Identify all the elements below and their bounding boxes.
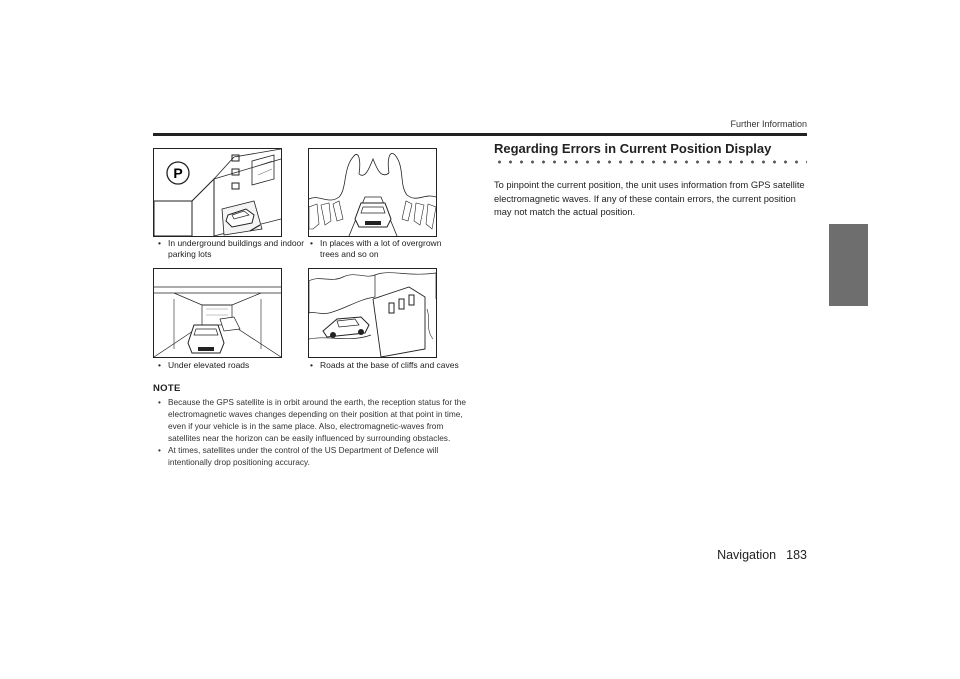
- note-bullet: •: [158, 397, 161, 407]
- caption-trees: [310, 238, 450, 260]
- caption-bullet: •: [310, 360, 313, 370]
- parking-sign-label: P: [173, 165, 183, 181]
- caption-bullet: •: [310, 238, 313, 248]
- illustration-underground-parking: [153, 148, 282, 237]
- caption-text: In places with a lot of overgrown trees and so on: [320, 238, 442, 259]
- illustration-cliffs-caves: [308, 268, 437, 358]
- note-text: At times, satellites under the control of the US Department of Defence will intentionally drop positioning accuracy.: [168, 445, 439, 467]
- caption-bullet: •: [158, 238, 161, 248]
- caption-text: In underground buildings and indoor parking lots: [168, 238, 305, 259]
- caption-text: Under elevated roads: [168, 360, 250, 370]
- chapter-side-tab: [829, 224, 868, 306]
- dotted-divider: [494, 159, 807, 165]
- caption-cliffs: [310, 360, 470, 371]
- note-item: [158, 396, 468, 444]
- illustration-overgrown-trees: [308, 148, 437, 237]
- caption-text: Roads at the base of cliffs and caves: [320, 360, 459, 370]
- footer-chapter: Navigation: [717, 548, 777, 562]
- section-body: To pinpoint the current position, the unit uses information from GPS satellite electromagnetic waves. If any of these contain errors, the current position may not match the actual position.: [494, 180, 805, 217]
- caption-bullet: •: [158, 360, 161, 370]
- page-footer: [717, 548, 807, 562]
- page-number: 183: [786, 548, 807, 562]
- note-list: [158, 396, 468, 468]
- note-item: [158, 444, 468, 468]
- section-title: Regarding Errors in Current Position Display: [494, 141, 772, 156]
- note-text: Because the GPS satellite is in orbit around the earth, the reception status for the electromagnetic waves changes depending on their position at that point in time, even if your vehicle is in the same place. Also, electromagnetic-waves from satellites near the horizon can be easily influenced by surrounding obstacles.: [168, 397, 466, 443]
- running-header: Further Information: [730, 119, 807, 129]
- note-heading: NOTE: [153, 383, 181, 394]
- caption-elevated: [158, 360, 308, 371]
- note-bullet: •: [158, 445, 161, 455]
- caption-underground: [158, 238, 308, 260]
- header-rule: [153, 133, 807, 136]
- illustration-elevated-roads: [153, 268, 282, 358]
